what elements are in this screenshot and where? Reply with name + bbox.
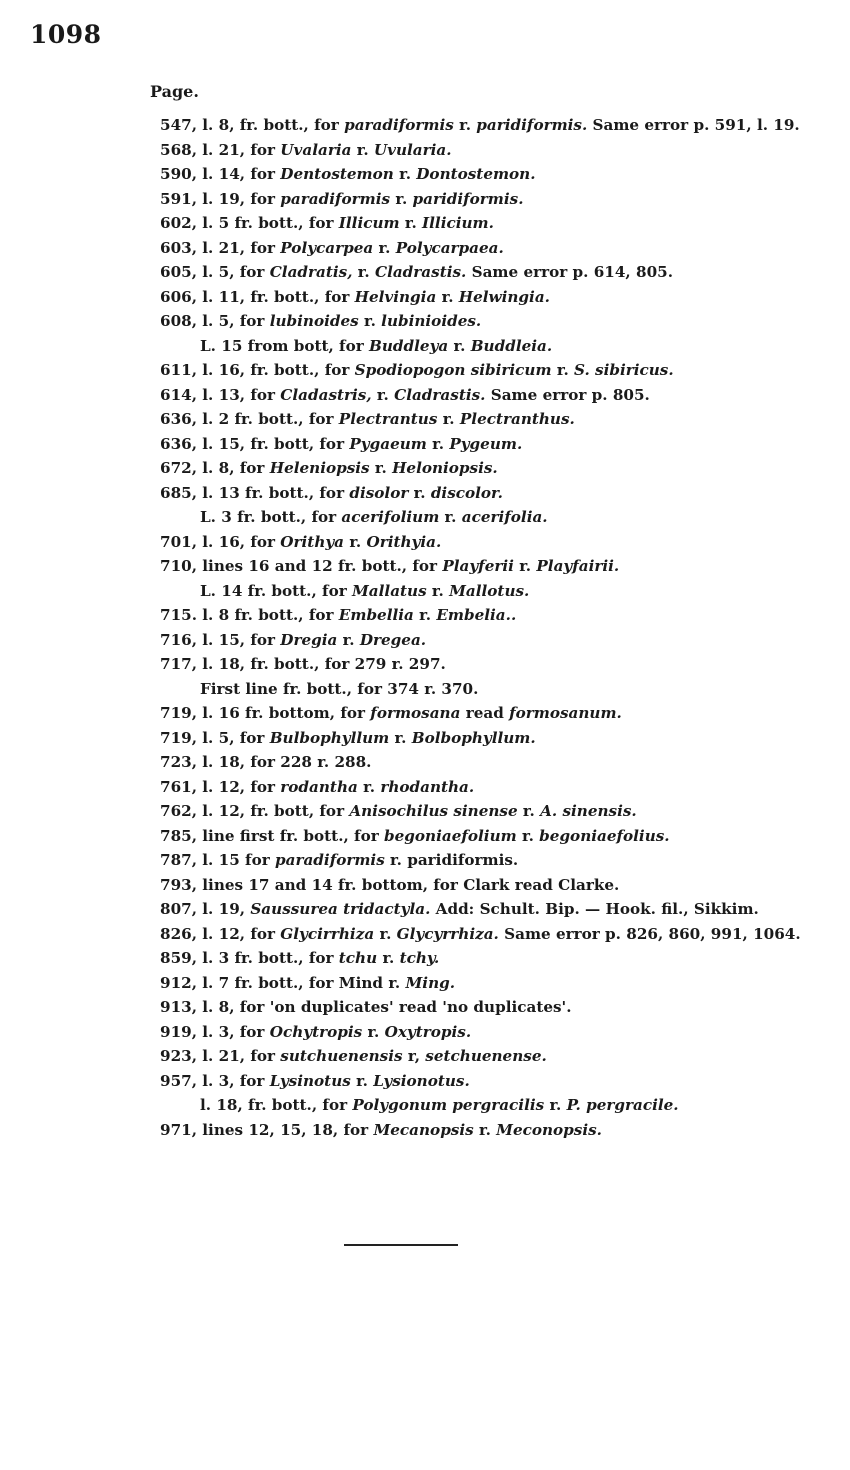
italic-name: Dregea. [359, 630, 427, 649]
italic-name: discolor. [430, 483, 503, 502]
entry-text: r. [389, 728, 412, 747]
italic-name: paradiformis [275, 851, 385, 869]
entry-text: Add: Schult. Bip. — Hook. fil., Sikkim. [430, 900, 759, 918]
italic-name: Anisochilus sinense [349, 802, 518, 820]
entry-text: 723, l. 18, for 228 r. 288. [160, 753, 372, 771]
entry-text: L. 14 fr. bott., for [200, 581, 352, 600]
italic-name: Pygaeum [349, 434, 427, 453]
italic-name: Glycyrrhiza. [396, 924, 499, 943]
errata-entry [160, 1093, 840, 1118]
errata-entry [160, 628, 840, 653]
errata-entry [160, 530, 840, 555]
italic-name: Lysionotus. [373, 1071, 470, 1090]
entry-text: Same error p. 614, 805. [466, 263, 673, 281]
italic-name: paridiformis. [412, 189, 524, 208]
italic-name: acerifolia. [461, 508, 548, 526]
italic-name: Mallatus [352, 581, 427, 600]
italic-name: Heleniopsis [269, 459, 370, 477]
entry-text: r. [362, 1022, 385, 1041]
italic-name: lubinioides. [381, 312, 482, 330]
italic-name: S. sibiricus. [574, 361, 674, 379]
errata-entry [160, 383, 840, 408]
italic-name: Orithyia. [366, 532, 442, 551]
entry-text: 717, l. 18, fr. bott., for 279 r. 297. [160, 655, 446, 673]
entry-text: 716, l. 15, for [160, 630, 281, 649]
errata-entry [160, 1044, 840, 1069]
entry-text: r. [374, 924, 397, 943]
errata-list [160, 113, 840, 1142]
entry-text: r. [399, 214, 423, 232]
entry-text: r. [448, 336, 471, 355]
italic-name: Heloniopsis. [392, 459, 498, 477]
entry-text: r. [350, 1071, 374, 1090]
italic-name: Plectrantus [338, 410, 438, 428]
entry-text: 826, l. 12, for [160, 924, 281, 943]
entry-text: 710, lines 16 and 12 fr. bott., for [160, 557, 443, 575]
errata-entry [160, 1118, 840, 1143]
italic-name: Polycarpaea. [395, 238, 504, 257]
entry-text: L. 15 from bott, for [200, 336, 370, 355]
errata-entry [160, 873, 840, 898]
errata-entry [160, 922, 840, 947]
entry-text: r. [437, 410, 460, 428]
entry-text: Same error p. 805. [485, 385, 650, 404]
italic-name: Playferii [442, 557, 514, 575]
errata-entry [160, 652, 840, 677]
entry-text: r. [357, 777, 381, 796]
entry-text: r. [473, 1120, 497, 1139]
italic-name: acerifolium [341, 508, 440, 526]
errata-entry [160, 971, 840, 996]
entry-text: 762, l. 12, fr. bott, for [160, 802, 350, 820]
errata-entry [160, 187, 840, 212]
entry-text: r. [337, 630, 360, 649]
errata-entry [160, 603, 840, 628]
italic-name: begoniaefolium [384, 826, 517, 845]
errata-entry [160, 211, 840, 236]
entry-text: 602, l. 5 fr. bott., for [160, 214, 339, 232]
entry-text: r. [517, 802, 541, 820]
italic-name: Polygonum pergracilis [352, 1096, 545, 1114]
errata-entry [160, 138, 840, 163]
italic-name: Dentostemon [280, 165, 394, 183]
entry-text: 785, line first fr. bott., for [160, 826, 385, 845]
italic-name: tchy. [399, 949, 440, 967]
errata-entry [160, 358, 840, 383]
entry-text: 761, l. 12, for [160, 777, 281, 796]
italic-name: setchuenense. [425, 1047, 547, 1065]
italic-name: Cladastris, [280, 385, 372, 404]
italic-name: Saussurea tridactyla. [250, 900, 431, 918]
errata-entry [160, 309, 840, 334]
italic-name: rodantha [280, 777, 358, 796]
italic-name: paridiformis. [476, 116, 588, 134]
italic-name: Pygeum. [449, 434, 523, 453]
entry-text: 672, l. 8, for [160, 459, 270, 477]
entry-text: 807, l. 19, [160, 900, 251, 918]
errata-entry [160, 579, 840, 604]
italic-name: P. pergracile. [566, 1096, 679, 1114]
italic-name: Plectranthus. [459, 410, 575, 428]
italic-name: Meconopsis. [496, 1120, 602, 1139]
italic-name: Mecanopsis [373, 1120, 474, 1139]
entry-text: r. [426, 581, 450, 600]
italic-name: Glycirrhiza [280, 924, 375, 943]
entry-text: 859, l. 3 fr. bott., for [160, 949, 339, 967]
italic-name: Dregia [280, 630, 338, 649]
entry-text: 591, l. 19, for [160, 189, 281, 208]
errata-entry [160, 554, 840, 579]
entry-text: 793, lines 17 and 14 fr. bottom, for Clark read Clarke. [160, 875, 620, 894]
errata-entry [160, 260, 840, 285]
italic-name: sutchuenensis [280, 1047, 403, 1065]
italic-name: Cladrastis. [394, 385, 486, 404]
italic-name: Ochytropis [269, 1022, 363, 1041]
errata-entry [160, 726, 840, 751]
italic-name: Uvularia. [373, 140, 452, 159]
entry-text: r. [453, 116, 477, 134]
italic-name: Buddleya [369, 336, 449, 355]
italic-name: Uvalaria [280, 140, 352, 159]
entry-text: 603, l. 21, for [160, 238, 281, 257]
errata-entry [160, 799, 840, 824]
entry-text: r, [402, 1047, 426, 1065]
entry-text: r. [516, 826, 540, 845]
entry-text: L. 3 fr. bott., for [200, 508, 342, 526]
entry-text: Same error p. 591, l. 19. [587, 116, 800, 134]
errata-entry [160, 1069, 840, 1094]
entry-text: r. paridiformis. [384, 851, 519, 869]
italic-name: formosana [370, 704, 461, 722]
italic-name: paradiformis [344, 116, 454, 134]
entry-text: r. [358, 312, 382, 330]
errata-entry [160, 946, 840, 971]
italic-name: begoniaefolius. [539, 826, 670, 845]
entry-text: 614, l. 13, for [160, 385, 281, 404]
entry-text: 568, l. 21, for [160, 140, 281, 159]
entry-text: 636, l. 2 fr. bott., for [160, 410, 339, 428]
page-number: 1098 [30, 20, 102, 49]
entry-text: 547, l. 8, fr. bott., for [160, 116, 345, 134]
errata-entry [160, 456, 840, 481]
entry-text: 923, l. 21, for [160, 1047, 281, 1065]
italic-name: Cladrastis. [374, 263, 467, 281]
entry-text: 636, l. 15, fr. bott, for [160, 434, 350, 453]
entry-text: r. [544, 1096, 567, 1114]
entry-text: First line fr. bott., for 374 r. 370. [200, 679, 479, 698]
italic-name: Buddleia. [470, 336, 553, 355]
entry-text: 611, l. 16, fr. bott., for [160, 361, 355, 379]
entry-text: 719, l. 16 fr. bottom, for [160, 704, 371, 722]
errata-entry [160, 285, 840, 310]
entry-text: r. [551, 361, 575, 379]
entry-text: r. [373, 238, 396, 257]
italic-name: paradiformis [280, 189, 391, 208]
italic-name: lubinoides [269, 312, 359, 330]
italic-name: A. sinensis. [540, 802, 637, 820]
entry-text: l. 18, fr. bott., for [200, 1096, 353, 1114]
entry-text: 787, l. 15 for [160, 851, 275, 869]
entry-text: 971, lines 12, 15, 18, for [160, 1120, 374, 1139]
errata-entry [160, 677, 840, 702]
entry-text: r. [352, 263, 375, 281]
italic-name: Bolbophyllum. [411, 728, 536, 747]
errata-entry [160, 162, 840, 187]
page-column-heading: Page. [150, 82, 199, 101]
entry-text: read [460, 704, 510, 722]
italic-name: Dontostemon. [416, 165, 536, 183]
entry-text: 606, l. 11, fr. bott., for [160, 287, 355, 306]
entry-text: 605, l. 5, for [160, 263, 270, 281]
errata-entry [160, 481, 840, 506]
entry-text: 912, l. 7 fr. bott., for Mind r. [160, 973, 406, 992]
italic-name: disolor [349, 483, 409, 502]
italic-name: Bulbophyllum [269, 728, 390, 747]
errata-entry [160, 824, 840, 849]
italic-name: Orithya [280, 532, 345, 551]
entry-text: r. [351, 140, 374, 159]
errata-entry [160, 113, 840, 138]
italic-name: rhodantha. [380, 777, 475, 796]
italic-name: Playfairii. [536, 557, 620, 575]
italic-name: Ming. [405, 973, 456, 992]
errata-entry [160, 897, 840, 922]
entry-text: 913, l. 8, for 'on duplicates' read 'no duplicates'. [160, 998, 572, 1016]
italic-name: Helwingia. [458, 287, 550, 306]
entry-text: 719, l. 5, for [160, 728, 270, 747]
entry-text: r. [513, 557, 537, 575]
errata-entry [160, 1020, 840, 1045]
entry-text: r. [436, 287, 459, 306]
entry-text: r. [344, 532, 367, 551]
errata-entry [160, 848, 840, 873]
entry-text: 685, l. 13 fr. bott., for [160, 483, 350, 502]
entry-text: r. [377, 949, 400, 967]
italic-name: Polycarpea [280, 238, 374, 257]
italic-name: Lysinotus [269, 1071, 351, 1090]
entry-text: 608, l. 5, for [160, 312, 270, 330]
entry-text: 919, l. 3, for [160, 1022, 270, 1041]
entry-text: r. [408, 483, 431, 502]
end-rule [344, 1244, 458, 1246]
italic-name: Oxytropis. [384, 1022, 472, 1041]
italic-name: Illicium. [422, 214, 494, 232]
errata-entry [160, 505, 840, 530]
entry-text: 715. l. 8 fr. bott., for [160, 606, 339, 624]
entry-text: r. [426, 434, 450, 453]
italic-name: Mallotus. [449, 581, 530, 600]
errata-entry [160, 750, 840, 775]
italic-name: Cladratis, [269, 263, 353, 281]
errata-entry [160, 236, 840, 261]
entry-text: r. [439, 508, 462, 526]
italic-name: Spodiopogon sibiricum [354, 361, 552, 379]
italic-name: Illicum [338, 214, 400, 232]
errata-entry [160, 334, 840, 359]
errata-entry [160, 995, 840, 1020]
italic-name: Embellia [338, 606, 414, 624]
italic-name: Helvingia [354, 287, 437, 306]
entry-text: r. [413, 606, 437, 624]
errata-entry [160, 775, 840, 800]
italic-name: tchu [338, 949, 378, 967]
italic-name: Embelia.. [436, 606, 517, 624]
italic-name: formosanum. [509, 704, 622, 722]
entry-text: 590, l. 14, for [160, 165, 281, 183]
entry-text: 957, l. 3, for [160, 1071, 270, 1090]
entry-text: r. [390, 189, 413, 208]
entry-text: 701, l. 16, for [160, 532, 281, 551]
entry-text: Same error p. 826, 860, 991, 1064. [498, 924, 801, 943]
errata-entry [160, 701, 840, 726]
errata-entry [160, 432, 840, 457]
entry-text: r. [371, 385, 395, 404]
entry-text: r. [369, 459, 393, 477]
errata-entry [160, 407, 840, 432]
entry-text: r. [393, 165, 417, 183]
